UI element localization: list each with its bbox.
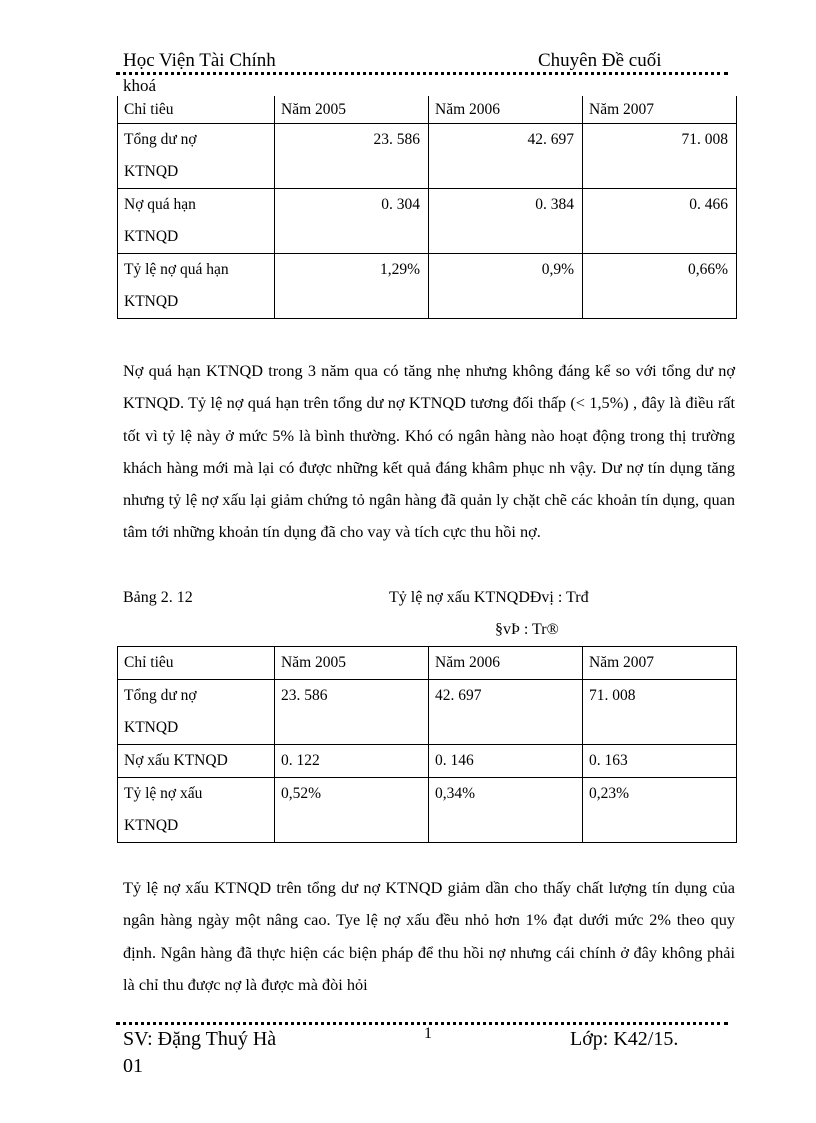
table-cell: 23. 586 [275, 680, 429, 745]
header-institution: Học Viện Tài Chính [123, 50, 276, 71]
analysis-paragraph-2: Tỷ lệ nợ xấu KTNQD trên tổng dư nợ KTNQD giảm dần cho thấy chất lượng tín dụng của ngân hàng ngày một nâng cao. Tye lệ nợ xấu đều nhỏ hơn 1% đạt dưới mức 2% theo quy định. Ngân hàng đã thực hiện các biện pháp để thu hồi nợ nhưng cái chính ở đây không phải là chỉ thu được nợ là được mà đòi hỏi [123, 878, 735, 994]
table-cell: 71. 008 [583, 124, 737, 189]
column-header: Năm 2006 [429, 647, 583, 680]
table-row [118, 745, 737, 778]
row-label-line: Tổng dư nợ [124, 687, 197, 704]
row-label: Nợ xấu KTNQD [118, 745, 275, 778]
header-title-continuation: khoá [123, 76, 157, 95]
table-caption-label: Bảng 2. 12 [123, 589, 193, 606]
row-label-line: Tỷ lệ nợ quá hạn [124, 261, 229, 278]
table-cell: 23. 586 [275, 124, 429, 189]
table-row [118, 680, 737, 745]
page-number: 1 [424, 1025, 432, 1042]
column-header: Năm 2005 [275, 96, 429, 124]
row-label [118, 189, 275, 254]
footer-class-continuation: 01 [123, 1055, 143, 1077]
table-row [118, 254, 737, 319]
row-label [118, 680, 275, 745]
column-header: Năm 2005 [275, 647, 429, 680]
row-label-line: Tỷ lệ nợ xấu [124, 785, 203, 802]
table-cell: 0. 304 [275, 189, 429, 254]
row-label-line: Nợ quá hạn [124, 196, 196, 213]
table-cell: 0. 146 [429, 745, 583, 778]
table-cell: 0,9% [429, 254, 583, 319]
table-caption-title: Tỷ lệ nợ xấu KTNQDĐvị : Trđ [389, 589, 589, 606]
footer-student: SV: Đặng Thuý Hà [123, 1028, 277, 1050]
table-cell: 42. 697 [429, 124, 583, 189]
column-header: Năm 2006 [429, 96, 583, 124]
row-label-line: KTNQD [124, 817, 179, 834]
column-header: Năm 2007 [583, 647, 737, 680]
table-row [118, 189, 737, 254]
row-label-line: KTNQD [124, 228, 179, 245]
column-header: Năm 2007 [583, 96, 737, 124]
table-row [118, 124, 737, 189]
row-label-line: Tổng dư nợ [124, 131, 197, 148]
table-cell: 0,34% [429, 778, 583, 843]
row-label [118, 778, 275, 843]
footer-divider [116, 1022, 728, 1025]
row-label [118, 254, 275, 319]
bad-debt-table [117, 646, 737, 843]
table-cell: 0,52% [275, 778, 429, 843]
table-cell: 0. 384 [429, 189, 583, 254]
table-cell: 0. 466 [583, 189, 737, 254]
header-title: Chuyên Đề cuối [538, 50, 662, 71]
row-label-line: KTNQD [124, 163, 179, 180]
table-cell: 1,29% [275, 254, 429, 319]
table-header-row [118, 647, 737, 680]
table-header-row [118, 96, 737, 124]
table-row [118, 778, 737, 843]
column-header: Chỉ tiêu [118, 647, 275, 680]
footer-class: Lớp: K42/15. [570, 1028, 679, 1050]
analysis-paragraph-1: Nợ quá hạn KTNQD trong 3 năm qua có tăng nhẹ nhưng không đáng kể so với tổng dư nợ KTNQD. Tỷ lệ nợ quá hạn trên tổng dư nợ KTNQD tương đối thấp (< 1,5%) , đây là điều rất tốt vì tỷ lệ này ở mức 5% là bình thường. Khó có ngân hàng nào hoạt động trong thị trường khách hàng mới mà lại có được những kết quả đáng khâm phục nh vậy. Dư nợ tín dụng tăng nhưng tỷ lệ nợ xấu lại giảm chứng tỏ ngân hàng đã quản ly chặt chẽ các khoản tín dụng, quan tâm tới những khoản tín dụng đã cho vay và tích cực thu hồi nợ. [123, 361, 735, 542]
overdue-debt-table [117, 96, 737, 319]
table-cell: 0. 163 [583, 745, 737, 778]
header-divider [116, 72, 728, 75]
table-cell: 0. 122 [275, 745, 429, 778]
table-caption-unit: §vÞ : Tr® [495, 621, 559, 638]
column-header: Chỉ tiêu [118, 96, 275, 124]
row-label-line: KTNQD [124, 719, 179, 736]
table-cell: 0,23% [583, 778, 737, 843]
row-label [118, 124, 275, 189]
table-cell: 42. 697 [429, 680, 583, 745]
row-label-line: KTNQD [124, 293, 179, 310]
table-cell: 0,66% [583, 254, 737, 319]
table-cell: 71. 008 [583, 680, 737, 745]
